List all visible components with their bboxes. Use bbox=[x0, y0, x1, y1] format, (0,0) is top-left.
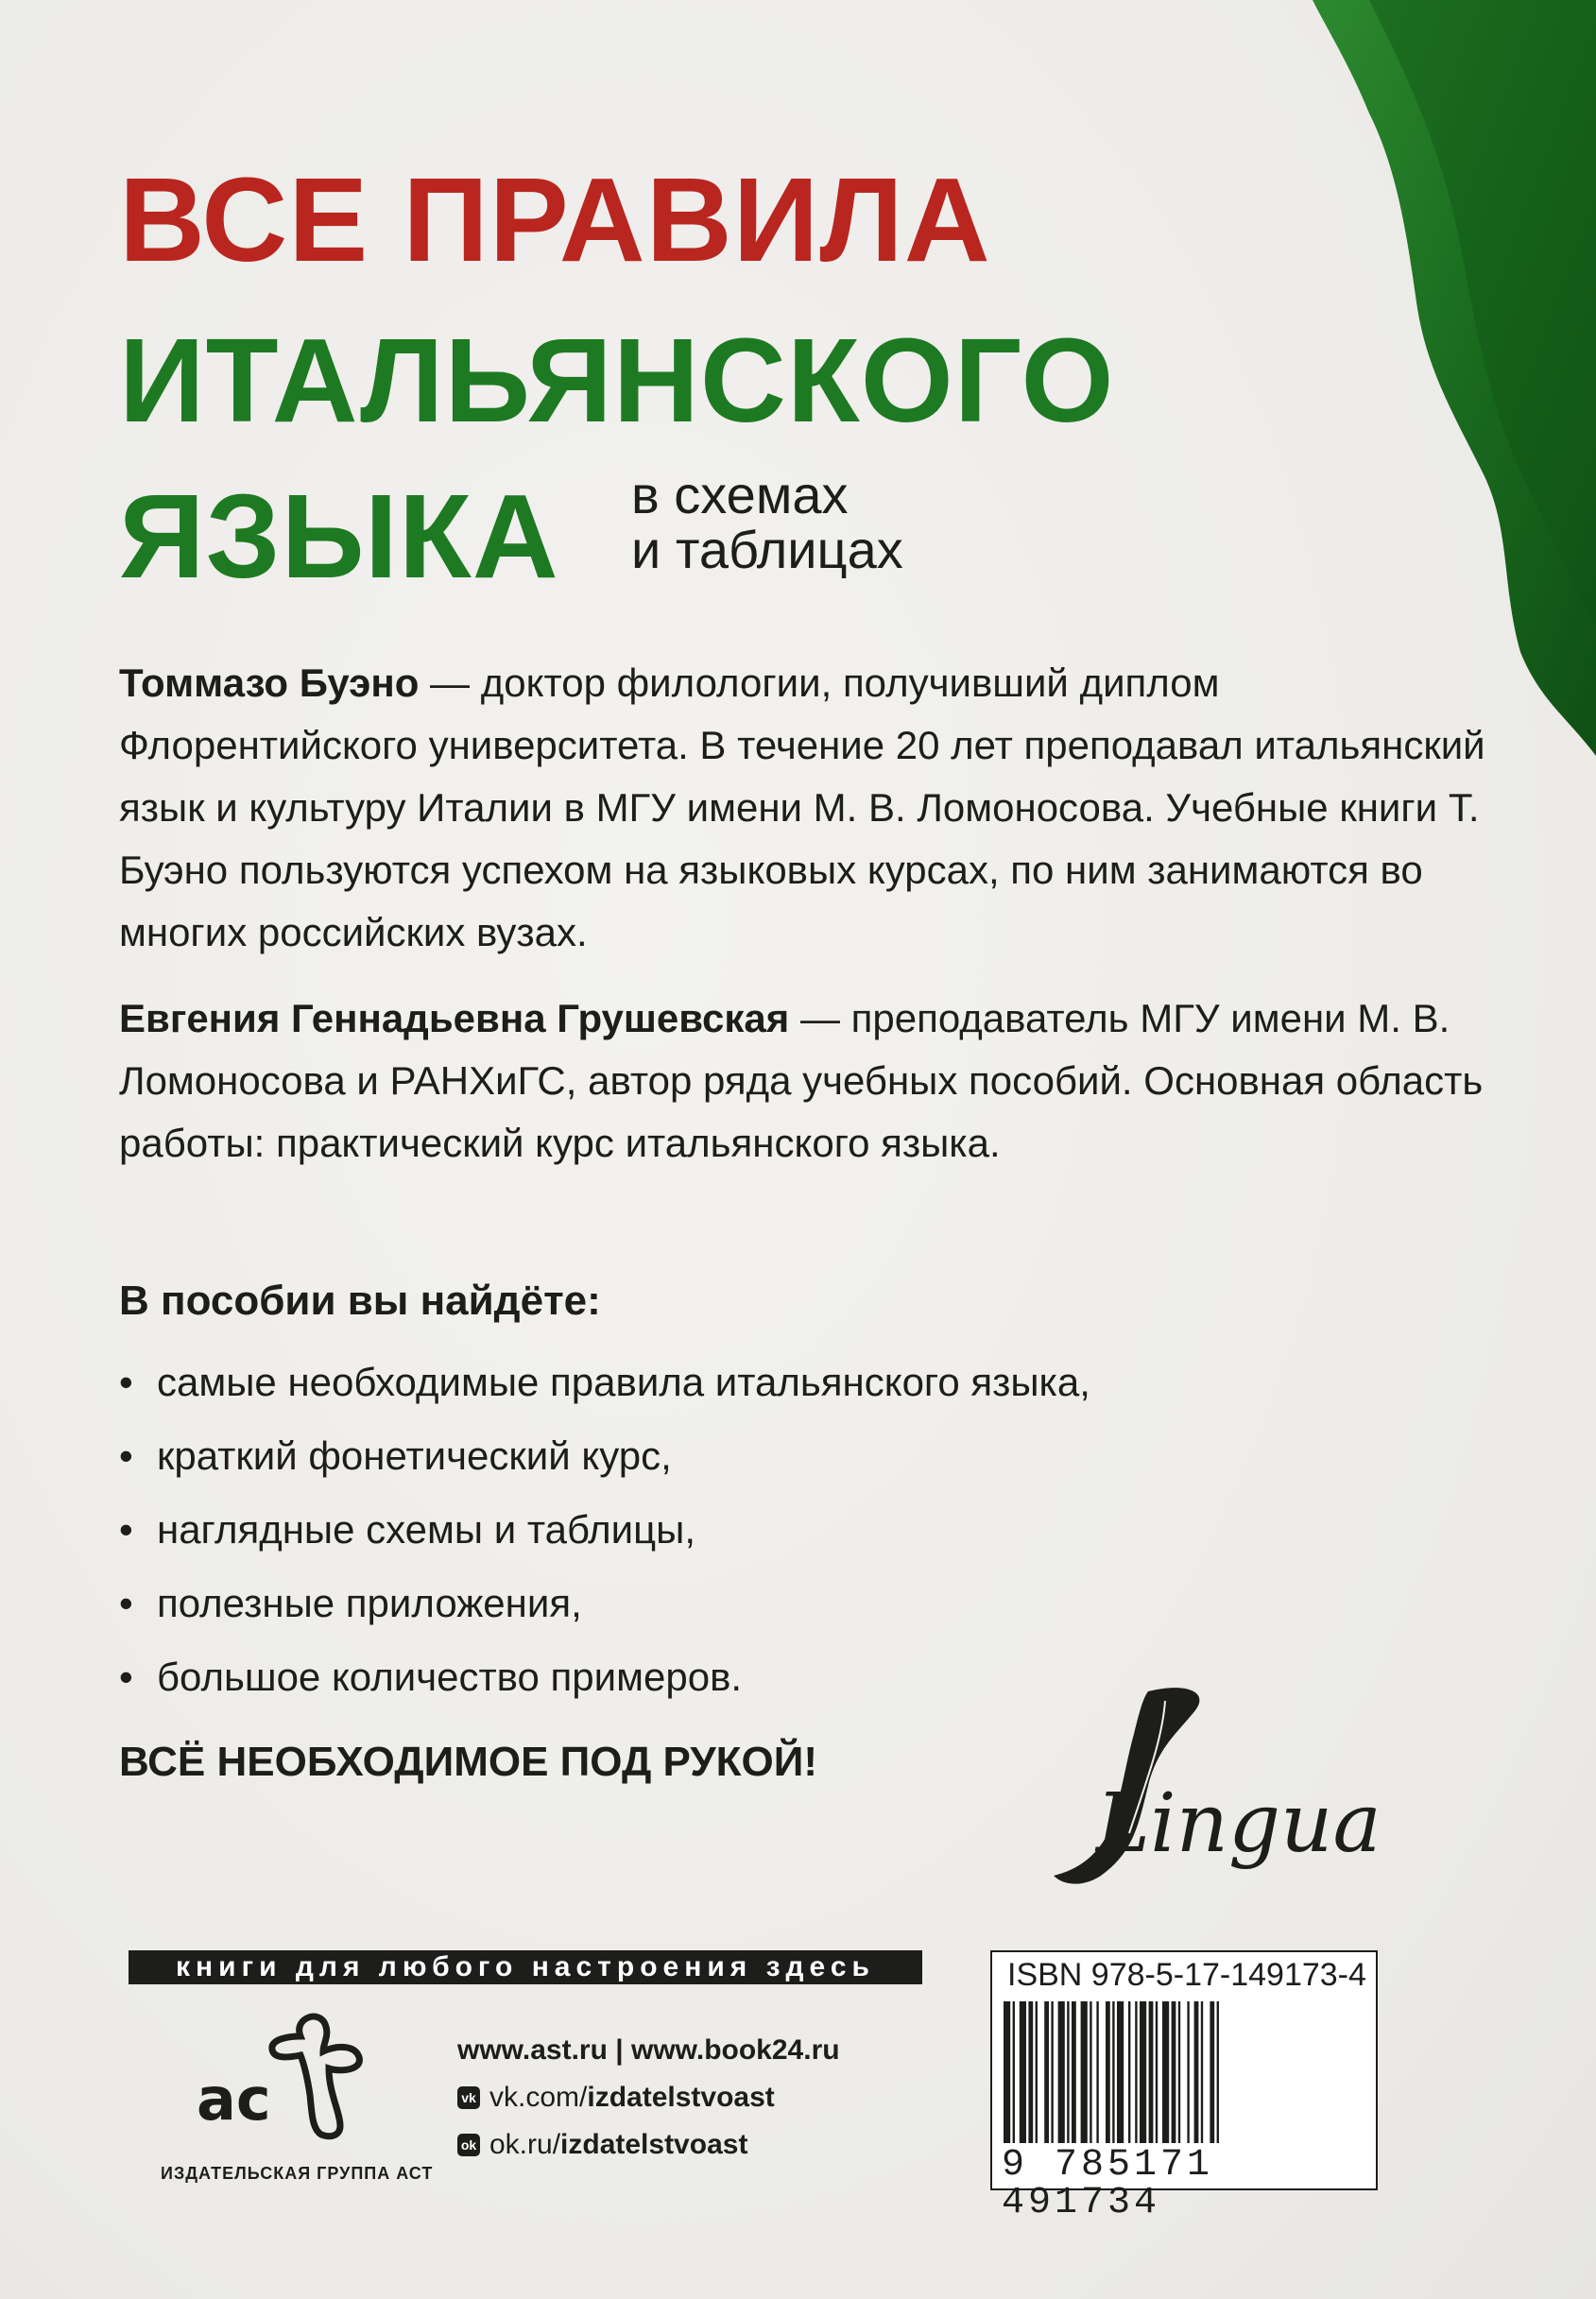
bullet-icon: • bbox=[119, 1360, 133, 1404]
subtitle-line-2: и таблицах bbox=[631, 520, 903, 579]
list-item: • краткий фонетический курс, bbox=[119, 1425, 1090, 1499]
author-name-2: Евгения Геннадьевна Грушевская bbox=[119, 996, 790, 1040]
series-logo-lingua: Lingua bbox=[1096, 1776, 1381, 1871]
bullet-icon: • bbox=[119, 1507, 133, 1552]
svg-text:ac: ac bbox=[197, 2065, 271, 2134]
ast-logo-icon bbox=[180, 2008, 387, 2140]
author-bio-1 bbox=[119, 652, 1499, 964]
barcode-digits: 9 785171 491734 bbox=[1002, 2144, 1214, 2224]
subtitle-line-1: в схемах bbox=[631, 465, 849, 524]
publisher-group-name: ИЗДАТЕЛЬСКАЯ ГРУППА АСТ bbox=[161, 2164, 434, 2183]
barcode-icon bbox=[1004, 2001, 1363, 2143]
ok-link[interactable]: okok.ru/izdatelstvoast bbox=[457, 2121, 840, 2169]
features-list bbox=[119, 1351, 1090, 1720]
title-line-1: ВСЕ ПРАВИЛА bbox=[119, 153, 991, 286]
list-item: • полезные приложения, bbox=[119, 1572, 1090, 1646]
title-line-3: ЯЗЫКА bbox=[119, 470, 559, 603]
title-line-2: ИТАЛЬЯНСКОГО bbox=[119, 314, 1115, 447]
list-item: • самые необходимые правила итальянского языка, bbox=[119, 1351, 1090, 1425]
publisher-links bbox=[457, 2027, 840, 2169]
bullet-icon: • bbox=[119, 1655, 133, 1699]
subtitle bbox=[631, 465, 903, 579]
ok-icon bbox=[457, 2134, 480, 2156]
list-item: • наглядные схемы и таблицы, bbox=[119, 1499, 1090, 1572]
publisher-strip: книги для любого настроения здесь bbox=[129, 1950, 922, 1984]
vk-icon bbox=[457, 2086, 480, 2109]
isbn-text: ISBN 978-5-17-149173-4 bbox=[1007, 1957, 1366, 1993]
author-bio-2 bbox=[119, 987, 1499, 1175]
website-links[interactable]: www.ast.ru | www.book24.ru bbox=[457, 2034, 840, 2066]
list-item: • большое количество примеров. bbox=[119, 1646, 1090, 1720]
author-name-1: Томмазо Буэно bbox=[119, 661, 420, 705]
vk-link[interactable]: vkvk.com/izdatelstvoast bbox=[457, 2074, 840, 2121]
barcode-panel bbox=[990, 1950, 1378, 2224]
author-text-2: — преподаватель МГУ имени М. В. Ломоносова и РАНХиГС, автор ряда учебных пособий. Основная область работы: практический курс итальянского языка. bbox=[119, 996, 1484, 1165]
author-text-1: — доктор филологии, получивший диплом Флорентийского университета. В течение 20 лет преподавал итальянский язык и культуру Италии в МГУ имени М. В. Ломоносова. Учебные книги Т. Буэно пользуются успехом на языковых курсах, по ним занимаются во многих российских вузах. bbox=[119, 661, 1485, 954]
bullet-icon: • bbox=[119, 1433, 133, 1478]
slogan: ВСЁ НЕОБХОДИМОЕ ПОД РУКОЙ! bbox=[119, 1739, 818, 1785]
features-heading: В пособии вы найдёте: bbox=[119, 1278, 601, 1324]
bullet-icon: • bbox=[119, 1581, 133, 1625]
